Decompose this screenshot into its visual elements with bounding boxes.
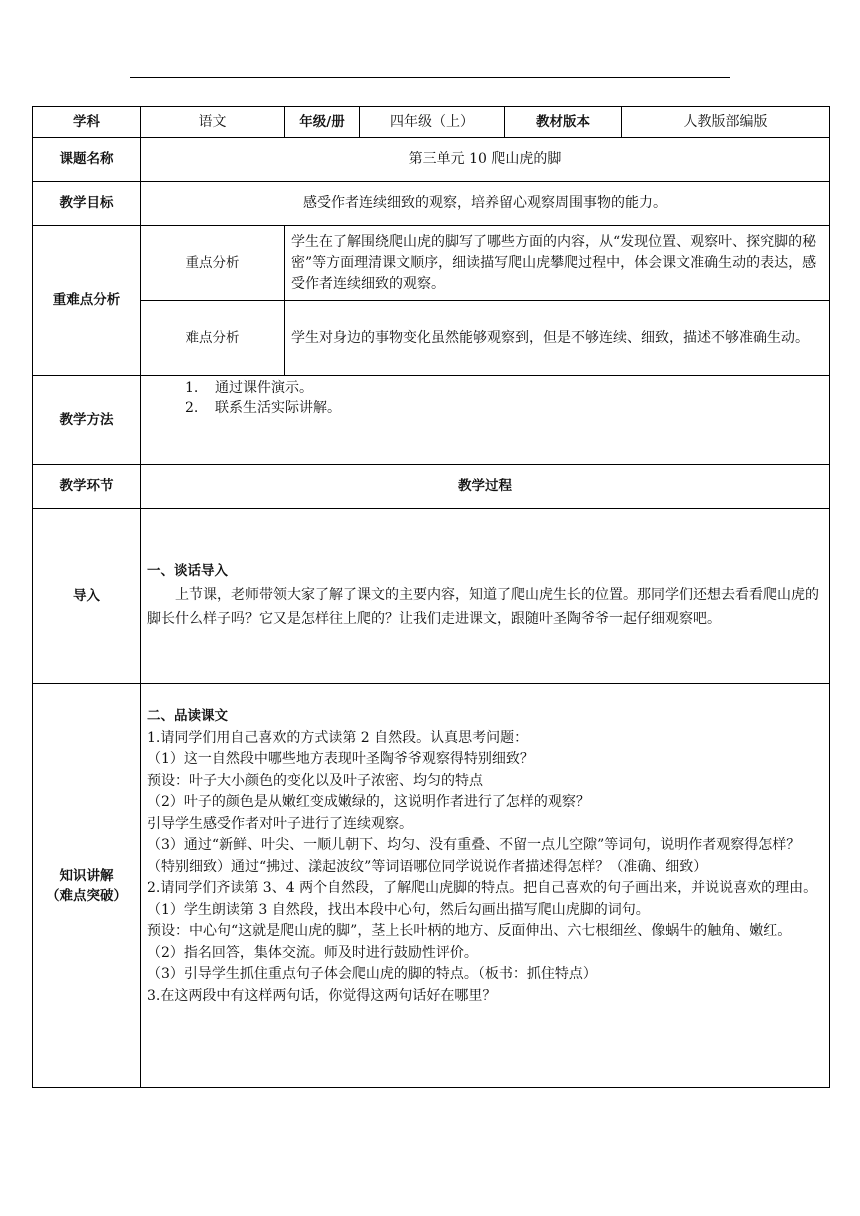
difficult-point-row <box>33 301 830 376</box>
method-item <box>147 378 823 398</box>
knowledge-line: （1）学生朗读第 3 自然段，找出本段中心句，然后勾画出描写爬山虎脚的词句。 <box>147 901 650 918</box>
key-point-row <box>33 226 830 301</box>
intro-label: 导入 <box>33 509 141 684</box>
methods-row <box>33 376 830 465</box>
info-row <box>33 107 830 138</box>
knowledge-line: 3.在这两段中有这样两句话，你觉得这两句话好在哪里？ <box>147 987 497 1004</box>
knowledge-line: （2）叶子的颜色是从嫩红变成嫩绿的，这说明作者进行了怎样的观察？ <box>147 794 590 810</box>
method-number: 2. <box>185 400 199 416</box>
knowledge-line: （1）这一自然段中哪些地方表现叶圣陶爷爷观察得特别细致？ <box>147 751 534 767</box>
intro-content <box>141 509 830 684</box>
difficult-point-text: 学生对身边的事物变化虽然能够观察到，但是不够连续、细致，描述不够准确生动。 <box>285 301 830 376</box>
knowledge-row <box>33 684 830 1088</box>
knowledge-label-line2: （难点突破） <box>46 887 127 904</box>
knowledge-line: 1.请同学们用自己喜欢的方式读第 2 自然段。认真思考问题： <box>147 729 529 746</box>
analysis-label: 重难点分析 <box>33 226 141 376</box>
process-stage-label: 教学环节 <box>33 465 141 509</box>
method-text: 通过课件演示。 <box>215 380 313 396</box>
key-point-text: 学生在了解围绕爬山虎的脚写了哪些方面的内容，从“发现位置、观察叶、探究脚的秘密”等方面理清课文顺序，细读描写爬山虎攀爬过程中，体会课文准确生动的表达，感受作者连续细致的观察。 <box>285 226 830 301</box>
method-item <box>147 398 823 418</box>
topic-label: 课题名称 <box>33 138 141 182</box>
process-title: 教学过程 <box>141 465 830 509</box>
subject-label: 学科 <box>33 107 141 138</box>
edition-label: 教材版本 <box>505 107 622 138</box>
method-text: 联系生活实际讲解。 <box>215 400 341 416</box>
knowledge-line: 预设：叶子大小颜色的变化以及叶子浓密、均匀的特点 <box>147 772 483 789</box>
lesson-plan-table <box>32 106 830 1088</box>
knowledge-line: 引导学生感受作者对叶子进行了连续观察。 <box>147 815 413 832</box>
goal-label: 教学目标 <box>33 182 141 226</box>
method-number: 1. <box>185 380 199 396</box>
knowledge-line: （3）通过“新鲜、叶尖、一顺儿朝下、均匀、没有重叠、不留一点儿空隙”等词句，说明作者观察得怎样？（特别细致）通过“拂过、漾起波纹”等词语哪位同学说说作者描述得怎样？（准确、细致） <box>147 837 801 875</box>
intro-text: 上节课，老师带领大家了解了课文的主要内容，知道了爬山虎生长的位置。那同学们还想去看看爬山虎的脚长什么样子吗？它又是怎样往上爬的？让我们走进课文，跟随叶圣陶爷爷一起仔细观察吧。 <box>147 586 819 627</box>
intro-row <box>33 509 830 684</box>
knowledge-line: （2）指名回答，集体交流。师及时进行鼓励性评价。 <box>147 944 478 961</box>
knowledge-content <box>141 684 830 1088</box>
knowledge-label-line1: 知识讲解 <box>59 867 114 884</box>
goal-row <box>33 182 830 226</box>
topic-value: 第三单元 10 爬山虎的脚 <box>141 138 830 182</box>
topic-row <box>33 138 830 182</box>
goal-value: 感受作者连续细致的观察，培养留心观察周围事物的能力。 <box>141 182 830 226</box>
process-header-row <box>33 465 830 509</box>
difficult-point-label: 难点分析 <box>141 301 285 376</box>
knowledge-heading: 二、品读课文 <box>147 708 228 724</box>
knowledge-line: 预设：中心句“这就是爬山虎的脚”，茎上长叶柄的地方、反面伸出、六七根细丝、像蜗牛的触角、嫩红。 <box>147 923 792 939</box>
knowledge-line: 2.请同学们齐读第 3、4 两个自然段，了解爬山虎脚的特点。把自己喜欢的句子画出来，并说说喜欢的理由。 <box>147 880 818 896</box>
methods-label: 教学方法 <box>33 376 141 465</box>
knowledge-line: （3）引导学生抓住重点句子体会爬山虎的脚的特点。（板书：抓住特点） <box>147 966 597 982</box>
header-rule <box>130 77 730 78</box>
grade-label: 年级/册 <box>285 107 360 138</box>
edition-value: 人教版部编版 <box>622 107 830 138</box>
subject-value: 语文 <box>141 107 285 138</box>
key-point-label: 重点分析 <box>141 226 285 301</box>
grade-value: 四年级（上） <box>360 107 505 138</box>
intro-heading: 一、谈话导入 <box>147 563 228 580</box>
methods-list <box>141 376 830 465</box>
knowledge-label <box>33 684 141 1088</box>
